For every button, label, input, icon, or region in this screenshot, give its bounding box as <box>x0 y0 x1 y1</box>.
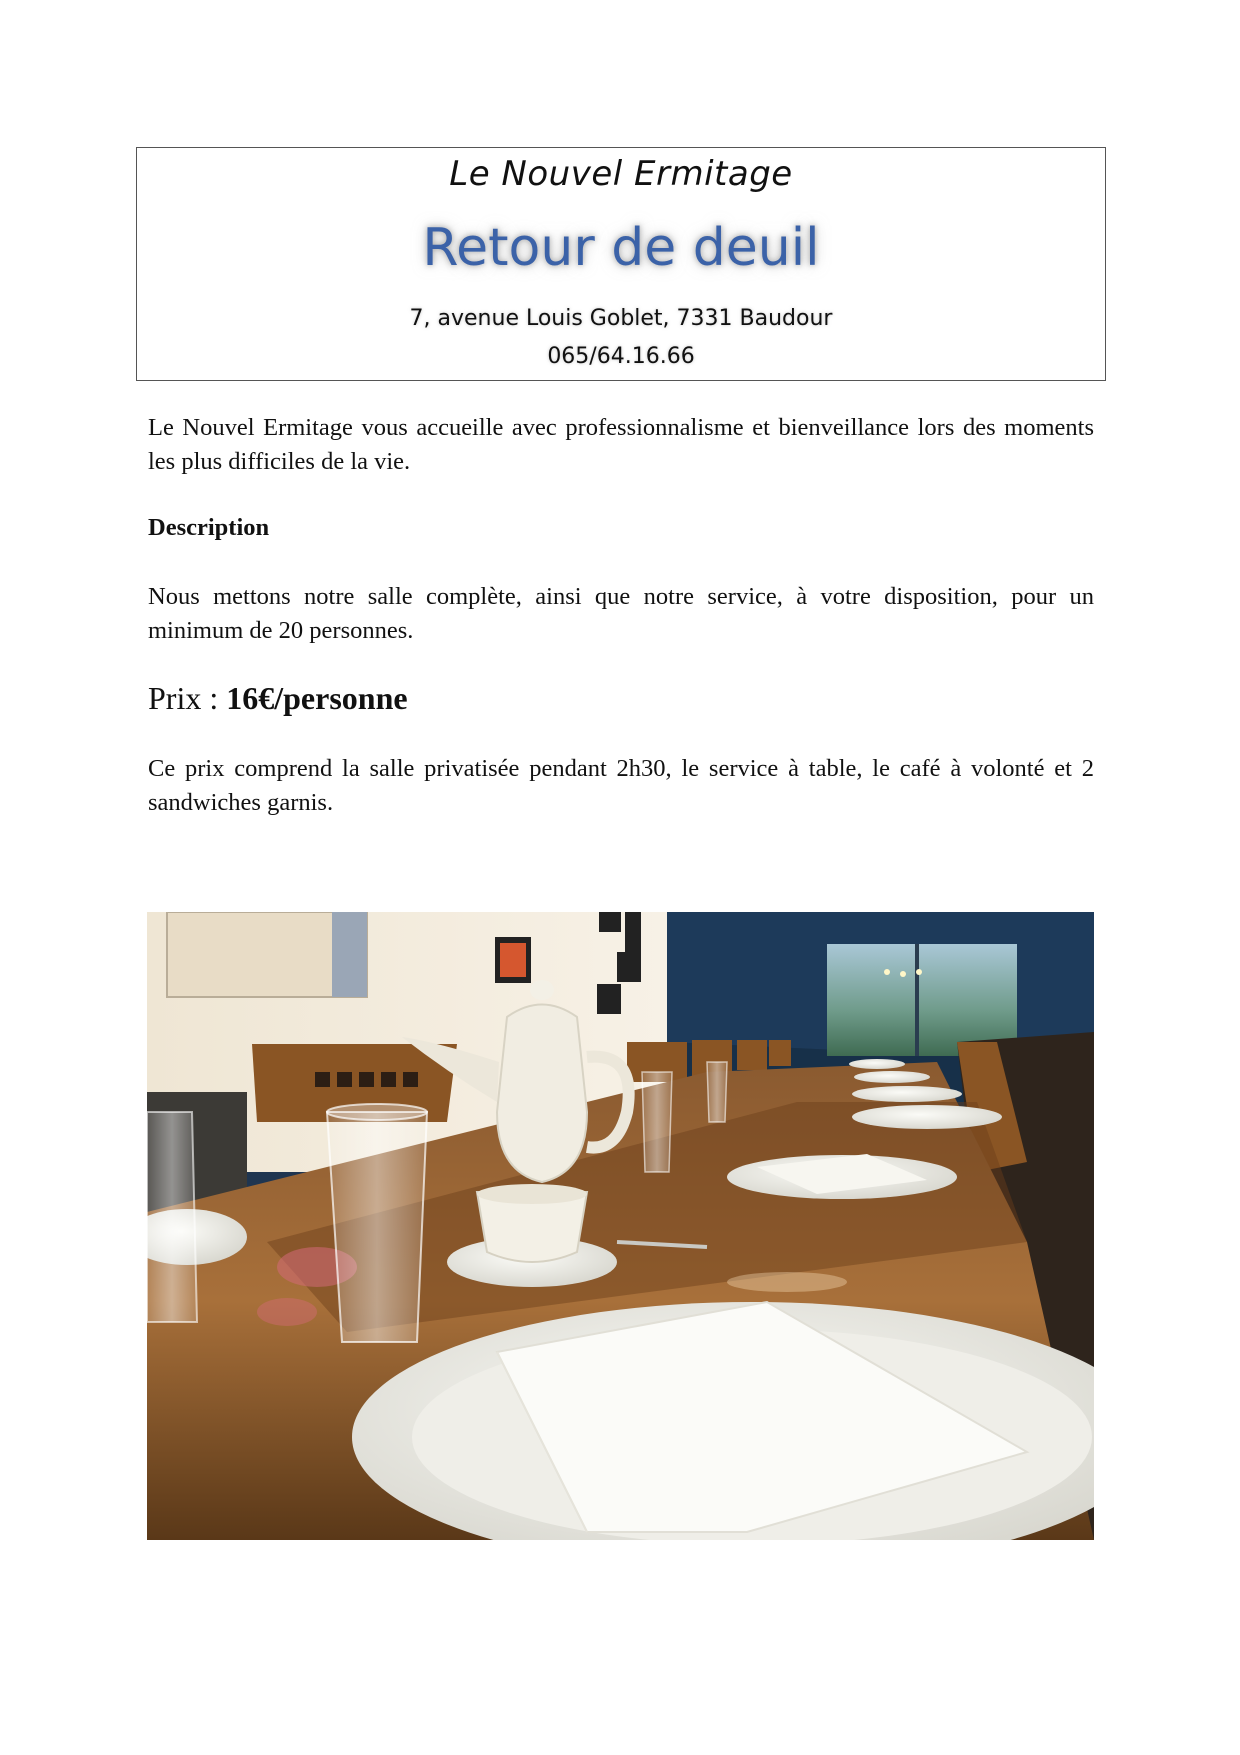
intro-paragraph: Le Nouvel Ermitage vous accueille avec professionnalisme et bienveillance lors des moments les plus difficiles de la vie. <box>148 414 1094 475</box>
restaurant-name: Le Nouvel Ermitage <box>449 154 793 194</box>
price-value: 16€/personne <box>226 680 408 716</box>
header-box <box>136 147 1106 381</box>
price-label: Prix : <box>148 680 227 716</box>
document-title: Retour de deuil <box>422 218 820 278</box>
description-heading: Description <box>148 514 270 541</box>
phone-number: 065/64.16.66 <box>547 344 695 369</box>
includes-paragraph: Ce prix comprend la salle privatisée pendant 2h30, le service à table, le café à volonté et 2 sandwiches garnis. <box>148 755 1094 816</box>
price-line <box>148 680 408 717</box>
description-paragraph: Nous mettons notre salle complète, ainsi que notre service, à votre disposition, pour un minimum de 20 personnes. <box>148 583 1094 644</box>
address: 7, avenue Louis Goblet, 7331 Baudour <box>409 306 833 331</box>
restaurant-table-photo <box>147 912 1094 1540</box>
